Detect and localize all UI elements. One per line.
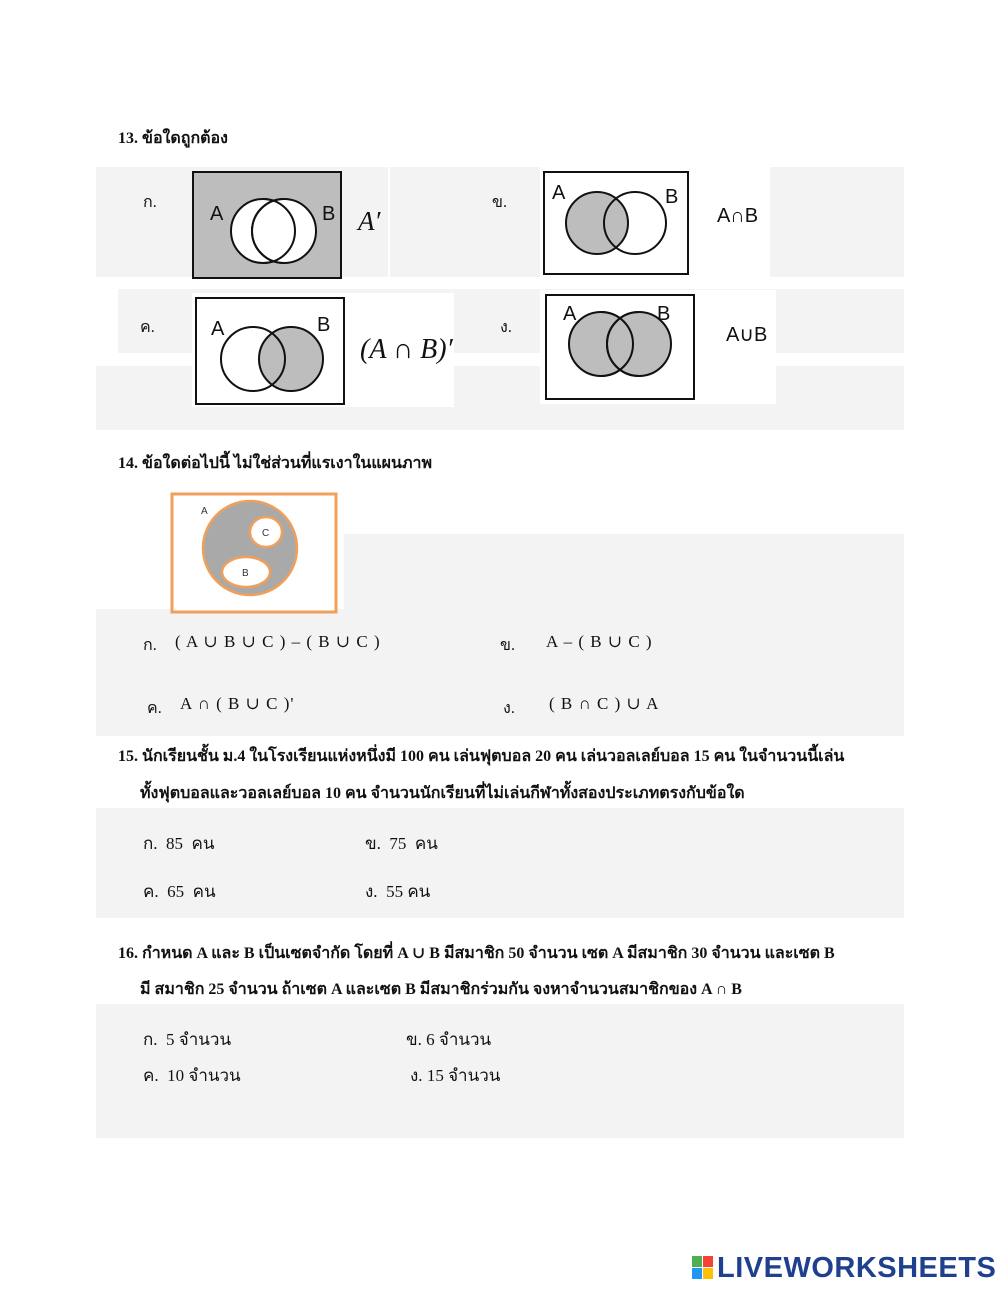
q13-answer-box-b2[interactable] xyxy=(770,167,904,277)
q16-title-line1: 16. กำหนด A และ B เป็นเซตจำกัด โดยที่ A ∪ B มีสมาชิก 50 จำนวน เซต A มีสมาชิก 30 จำนวน และเซต B xyxy=(118,945,835,962)
q14-set-b: B xyxy=(242,568,249,579)
q14-option-b-text[interactable]: A – ( B ∪ C ) xyxy=(546,632,653,651)
q15-option-a-text: 85 คน xyxy=(166,834,215,853)
q15-option-b-text: 75 คน xyxy=(389,834,438,853)
q16-option-c-text: 10 จำนวน xyxy=(167,1066,241,1085)
q15-answer-box[interactable] xyxy=(96,808,904,918)
q15-option-d-label: ง. xyxy=(365,882,378,901)
liveworksheets-wordmark: LIVEWORKSHEETS xyxy=(717,1251,997,1284)
q15-option-a-label: ก. xyxy=(143,834,158,853)
q16-option-d-label: ง. xyxy=(410,1066,423,1085)
q13-option-a-caption: A′ xyxy=(358,206,381,236)
q15-option-d-text: 55 คน xyxy=(386,882,431,901)
q15-option-a[interactable] xyxy=(143,830,215,857)
q13-option-a-venn xyxy=(192,171,342,279)
q14-option-d-label: ง. xyxy=(503,700,515,717)
q16-option-a-label: ก. xyxy=(143,1030,158,1049)
q13-option-a-set-a: A xyxy=(210,203,224,225)
liveworksheets-logo[interactable] xyxy=(692,1252,996,1284)
q13-option-c-caption: (A ∩ B)′ xyxy=(360,334,453,365)
q14-option-a-text[interactable]: ( A ∪ B ∪ C ) – ( B ∪ C ) xyxy=(175,632,381,651)
q13-option-b-label: ข. xyxy=(492,194,507,211)
q13-option-a-label: ก. xyxy=(143,194,157,211)
liveworksheets-mark-icon xyxy=(692,1256,714,1280)
q13-answer-box-b[interactable] xyxy=(390,167,540,277)
q14-set-a: A xyxy=(201,506,208,517)
q16-option-a[interactable] xyxy=(143,1026,231,1053)
q14-title: 14. ข้อใดต่อไปนี้ ไม่ใช่ส่วนที่แรเงาในแผนภาพ xyxy=(118,455,433,472)
q13-option-c-set-b: B xyxy=(317,314,331,336)
q13-option-a-set-b: B xyxy=(322,203,336,225)
q15-title-line1: 15. นักเรียนชั้น ม.4 ในโรงเรียนแห่งหนึ่งมี 100 คน เล่นฟุตบอล 20 คน เล่นวอลเลย์บอล 15 คน ในจำนวนนี้เล่น xyxy=(118,748,845,765)
q16-option-d[interactable] xyxy=(410,1062,500,1089)
q13-option-b-venn xyxy=(543,171,689,275)
q15-option-c-text: 65 คน xyxy=(167,882,216,901)
q16-option-b-label: ข. xyxy=(406,1030,422,1049)
q15-option-d[interactable] xyxy=(365,878,430,905)
q14-option-b-label: ข. xyxy=(500,637,515,654)
q13-option-c-label: ค. xyxy=(140,319,155,336)
q14-option-a-label: ก. xyxy=(143,637,157,654)
q13-option-d-set-b: B xyxy=(657,303,671,325)
q15-title-line2: ทั้งฟุตบอลและวอลเลย์บอล 10 คน จำนวนนักเรียนที่ไม่เล่นกีฬาทั้งสองประเภทตรงกับข้อใด xyxy=(140,785,745,802)
q14-set-c: C xyxy=(262,528,270,539)
q15-option-b[interactable] xyxy=(365,830,438,857)
q14-option-c-label: ค. xyxy=(147,700,162,717)
q13-option-b-set-a: A xyxy=(552,182,566,204)
q16-option-c[interactable] xyxy=(143,1062,241,1089)
q13-option-d-set-a: A xyxy=(563,303,577,325)
q13-option-d-caption: A∪B xyxy=(726,324,768,346)
q16-option-b-text: 6 จำนวน xyxy=(426,1030,492,1049)
q14-option-d-text[interactable]: ( B ∩ C ) ∪ A xyxy=(549,694,660,713)
q13-option-d-label: ง. xyxy=(500,319,512,336)
q14-option-c-text[interactable]: A ∩ ( B ∪ C )' xyxy=(180,694,295,713)
q14-venn-diagram xyxy=(170,492,338,614)
q15-option-b-label: ข. xyxy=(365,834,381,853)
q14-answer-box-top[interactable] xyxy=(344,534,904,609)
q16-title-line2: มี สมาชิก 25 จำนวน ถ้าเซต A และเซต B มีสมาชิกร่วมกัน จงหาจำนวนสมาชิกของ A ∩ B xyxy=(140,981,742,998)
q13-option-c-venn xyxy=(195,297,345,405)
q13-option-b-set-b: B xyxy=(665,186,679,208)
q15-option-c-label: ค. xyxy=(143,882,159,901)
q16-option-b[interactable] xyxy=(406,1026,491,1053)
q13-option-b-caption: A∩B xyxy=(717,205,759,227)
q15-option-c[interactable] xyxy=(143,878,216,905)
q14-answer-box[interactable] xyxy=(96,609,904,736)
q16-option-c-label: ค. xyxy=(143,1066,159,1085)
q13-option-d-venn xyxy=(545,294,695,400)
q13-option-c-set-a: A xyxy=(211,318,225,340)
q16-option-a-text: 5 จำนวน xyxy=(166,1030,232,1049)
q13-title: 13. ข้อใดถูกต้อง xyxy=(118,130,228,147)
q16-option-d-text: 15 จำนวน xyxy=(426,1066,501,1085)
